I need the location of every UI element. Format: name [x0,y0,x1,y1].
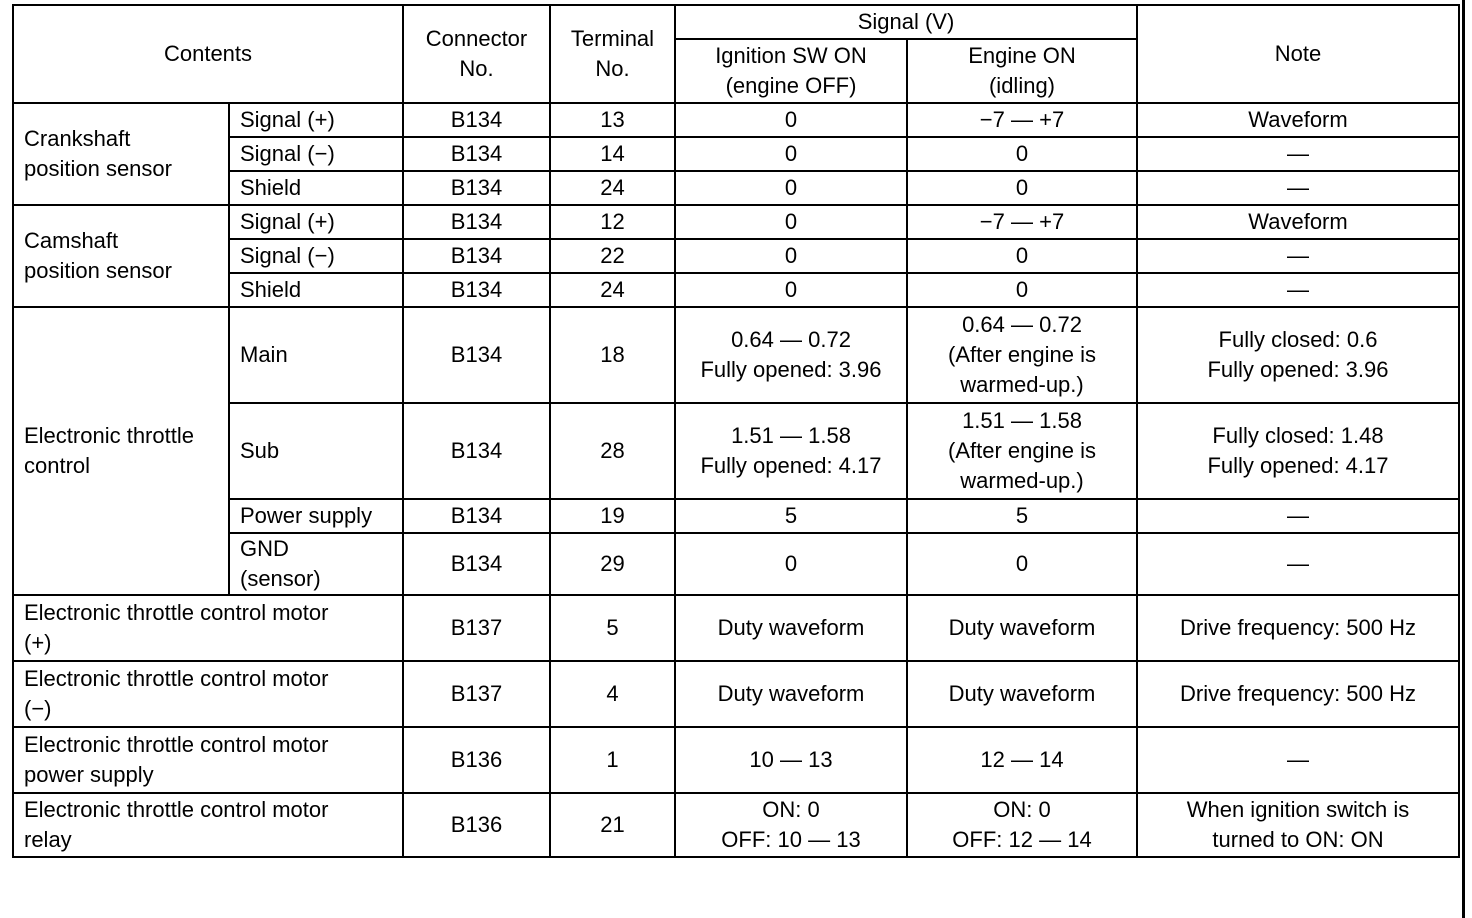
note-cell: — [1137,499,1459,533]
table-row [13,499,1459,533]
table-row [13,171,1459,205]
table-row [13,205,1459,239]
engine-cell: Duty waveform [907,661,1137,727]
terminal-cell: 28 [550,403,675,499]
table-row [13,103,1459,137]
connector-cell: B134 [403,403,550,499]
table-row [13,727,1459,793]
connector-cell: B136 [403,727,550,793]
connector-cell: B134 [403,239,550,273]
table-row [13,137,1459,171]
motor-label: Electronic throttle control motor relay [13,793,403,857]
sub-item: GND (sensor) [229,533,403,595]
terminal-cell: 13 [550,103,675,137]
terminal-cell: 24 [550,171,675,205]
engine-cell: 0 [907,137,1137,171]
ignition-cell: 0 [675,137,907,171]
terminal-cell: 18 [550,307,675,403]
ignition-cell: 0 [675,205,907,239]
note-cell: Waveform [1137,205,1459,239]
connector-cell: B137 [403,661,550,727]
ignition-cell: 5 [675,499,907,533]
ignition-cell: 0 [675,239,907,273]
terminal-cell: 12 [550,205,675,239]
table-row [13,307,1459,403]
terminal-cell: 14 [550,137,675,171]
note-cell: — [1137,727,1459,793]
engine-cell: 0 [907,171,1137,205]
note-cell: Fully closed: 0.6 Fully opened: 3.96 [1137,307,1459,403]
page-edge-line [1462,0,1465,918]
motor-label: Electronic throttle control motor power supply [13,727,403,793]
sub-item: Main [229,307,403,403]
note-cell: Drive frequency: 500 Hz [1137,595,1459,661]
table-row [13,239,1459,273]
ignition-cell: 0 [675,171,907,205]
sub-item: Signal (−) [229,239,403,273]
motor-label: Electronic throttle control motor (−) [13,661,403,727]
header-terminal-no: Terminal No. [550,5,675,103]
connector-cell: B134 [403,533,550,595]
header-note: Note [1137,5,1459,103]
header-connector-no: Connector No. [403,5,550,103]
engine-cell: Duty waveform [907,595,1137,661]
ignition-cell: 10 — 13 [675,727,907,793]
header-signal: Signal (V) [675,5,1137,39]
note-cell: — [1137,273,1459,307]
engine-cell: 0 [907,239,1137,273]
engine-cell: 0.64 — 0.72 (After engine is warmed-up.) [907,307,1137,403]
connector-cell: B134 [403,205,550,239]
signal-spec-table [12,4,1460,858]
terminal-cell: 1 [550,727,675,793]
terminal-cell: 4 [550,661,675,727]
table-row [13,793,1459,857]
group-label-camshaft: Camshaft position sensor [13,205,229,307]
engine-cell: 0 [907,533,1137,595]
connector-cell: B134 [403,499,550,533]
terminal-cell: 19 [550,499,675,533]
ignition-cell: ON: 0 OFF: 10 — 13 [675,793,907,857]
signal-table-container [12,4,1458,858]
terminal-cell: 21 [550,793,675,857]
note-cell: — [1137,171,1459,205]
note-cell: — [1137,533,1459,595]
ignition-cell: 0 [675,103,907,137]
connector-cell: B134 [403,103,550,137]
sub-item: Signal (−) [229,137,403,171]
group-label-crankshaft: Crankshaft position sensor [13,103,229,205]
motor-label: Electronic throttle control motor (+) [13,595,403,661]
engine-cell: 12 — 14 [907,727,1137,793]
ignition-cell: 1.51 — 1.58 Fully opened: 4.17 [675,403,907,499]
terminal-cell: 24 [550,273,675,307]
connector-cell: B134 [403,171,550,205]
engine-cell: −7 — +7 [907,205,1137,239]
sub-item: Power supply [229,499,403,533]
note-cell: Fully closed: 1.48 Fully opened: 4.17 [1137,403,1459,499]
terminal-cell: 29 [550,533,675,595]
engine-cell: ON: 0 OFF: 12 — 14 [907,793,1137,857]
engine-cell: 0 [907,273,1137,307]
connector-cell: B134 [403,137,550,171]
table-row [13,403,1459,499]
sub-item: Signal (+) [229,103,403,137]
connector-cell: B136 [403,793,550,857]
table-row [13,533,1459,595]
ignition-cell: 0 [675,273,907,307]
sub-item: Shield [229,171,403,205]
terminal-cell: 5 [550,595,675,661]
note-cell: When ignition switch is turned to ON: ON [1137,793,1459,857]
table-row [13,661,1459,727]
sub-item: Signal (+) [229,205,403,239]
note-cell: Drive frequency: 500 Hz [1137,661,1459,727]
note-cell: — [1137,239,1459,273]
ignition-cell: Duty waveform [675,661,907,727]
terminal-cell: 22 [550,239,675,273]
header-engine-on: Engine ON (idling) [907,39,1137,103]
note-cell: — [1137,137,1459,171]
ignition-cell: 0 [675,533,907,595]
ignition-cell: 0.64 — 0.72 Fully opened: 3.96 [675,307,907,403]
connector-cell: B137 [403,595,550,661]
ignition-cell: Duty waveform [675,595,907,661]
connector-cell: B134 [403,273,550,307]
header-contents: Contents [13,5,403,103]
sub-item: Shield [229,273,403,307]
group-label-throttle: Electronic throttle control [13,307,229,595]
header-ignition-sw-on: Ignition SW ON (engine OFF) [675,39,907,103]
engine-cell: −7 — +7 [907,103,1137,137]
note-cell: Waveform [1137,103,1459,137]
table-row [13,595,1459,661]
engine-cell: 5 [907,499,1137,533]
engine-cell: 1.51 — 1.58 (After engine is warmed-up.) [907,403,1137,499]
table-row [13,273,1459,307]
sub-item: Sub [229,403,403,499]
connector-cell: B134 [403,307,550,403]
